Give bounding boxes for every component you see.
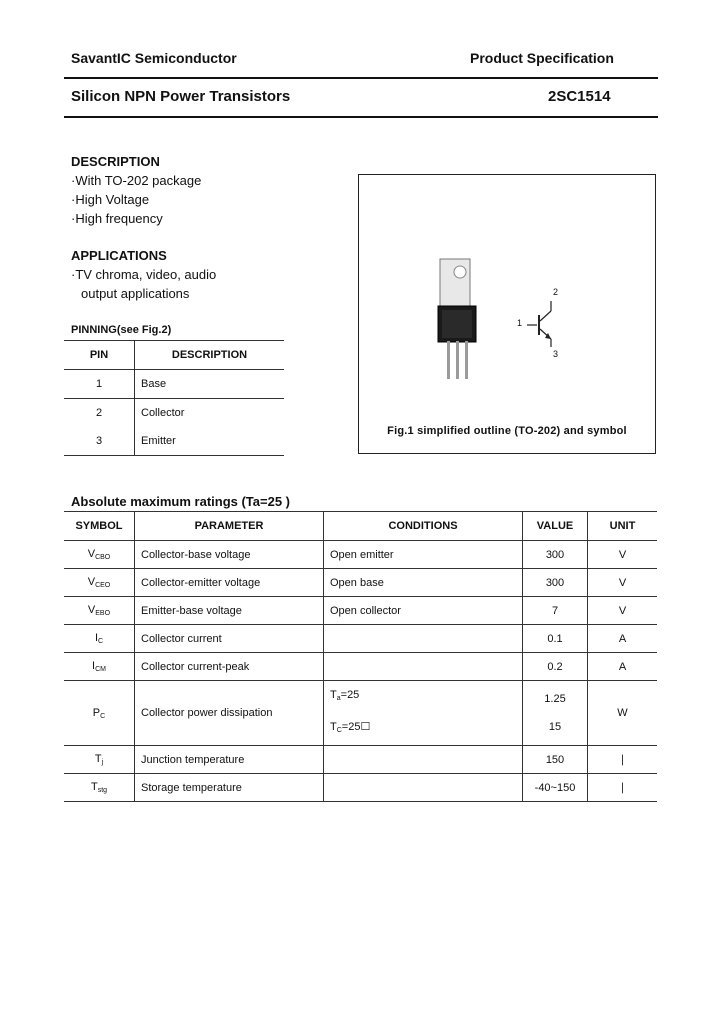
figure-caption: Fig.1 simplified outline (TO-202) and symbol (387, 425, 627, 437)
value-cell: 7 (523, 597, 588, 625)
table-row (64, 774, 657, 802)
condition-line: $T_C=25☐$ (330, 721, 371, 734)
table-row (64, 653, 657, 681)
table-row (64, 746, 657, 774)
conditions-cell (324, 625, 523, 653)
conditions-cell: Open emitter (324, 541, 523, 569)
parameter-cell: Collector current (135, 625, 324, 653)
symbol-cell: $V_{CBO}$ (64, 541, 135, 569)
unit-cell: V (588, 541, 658, 569)
value-cell: 0.1 (523, 625, 588, 653)
symbol-cell: $V_{EBO}$ (64, 597, 135, 625)
unit-cell: V (588, 569, 658, 597)
value-cell: 0.2 (523, 653, 588, 681)
company-name: SavantIC Semiconductor (71, 50, 237, 66)
parameter-cell: Collector power dissipation (135, 681, 324, 746)
unit-cell: A (588, 653, 658, 681)
pin-header: PIN (64, 341, 135, 370)
emitter-pin-label: 3 (553, 349, 559, 359)
pin-desc-header: DESCRIPTION (135, 341, 285, 370)
part-number: 2SC1514 (548, 88, 611, 105)
symbol-cell: $P_C$ (64, 681, 135, 746)
base-pin-label: 1 (517, 318, 523, 328)
pin-desc: Emitter (135, 427, 285, 456)
figure-box (358, 174, 656, 454)
description-item: ·With TO-202 package (71, 173, 202, 188)
table-row (64, 427, 284, 456)
conditions-cell (324, 653, 523, 681)
applications-line-2: output applications (81, 286, 190, 301)
symbol-header: SYMBOL (64, 512, 135, 541)
unit-cell: A (588, 625, 658, 653)
table-row (64, 625, 657, 653)
parameter-cell: Emitter-base voltage (135, 597, 324, 625)
description-item: ·High Voltage (71, 192, 150, 207)
table-row (64, 370, 284, 399)
unit-cell: W (588, 681, 658, 746)
description-item: ·High frequency (71, 211, 163, 226)
table-row (64, 399, 284, 428)
conditions-cell (324, 774, 523, 802)
header-rule-top (64, 77, 658, 79)
value-line: 1.25 (544, 693, 566, 705)
npn-transistor-symbol-icon (359, 175, 655, 415)
parameter-cell: Junction temperature (135, 746, 324, 774)
symbol-cell: $V_{CEO}$ (64, 569, 135, 597)
value-cell: 300 (523, 569, 588, 597)
collector-pin-label: 2 (553, 287, 559, 297)
pinning-title: PINNING(see Fig.2) (71, 324, 172, 336)
pin-number: 1 (64, 370, 135, 399)
conditions-cell (324, 746, 523, 774)
value-line: 15 (548, 721, 562, 733)
pin-number: 2 (64, 399, 135, 428)
symbol-cell: $I_C$ (64, 625, 135, 653)
unit-header: UNIT (588, 512, 658, 541)
applications-title: APPLICATIONS (71, 248, 167, 263)
conditions-cell: Open base (324, 569, 523, 597)
value-cell: 300 (523, 541, 588, 569)
ratings-table (64, 511, 657, 802)
value-header: VALUE (523, 512, 588, 541)
value-cell (523, 681, 588, 746)
doc-type: Product Specification (470, 50, 614, 66)
symbol-cell: $T_{stg}$ (64, 774, 135, 802)
symbol-cell: $I_{CM}$ (64, 653, 135, 681)
table-row (64, 569, 657, 597)
parameter-cell: Collector-base voltage (135, 541, 324, 569)
product-line: Silicon NPN Power Transistors (71, 88, 291, 105)
table-row (64, 681, 657, 746)
conditions-cell: Open collector (324, 597, 523, 625)
conditions-header: CONDITIONS (324, 512, 523, 541)
parameter-cell: Collector-emitter voltage (135, 569, 324, 597)
unit-cell: V (588, 597, 658, 625)
parameter-cell: Collector current-peak (135, 653, 324, 681)
parameter-cell: Storage temperature (135, 774, 324, 802)
value-cell: 150 (523, 746, 588, 774)
applications-line-1: ·TV chroma, video, audio (71, 267, 217, 282)
description-title: DESCRIPTION (71, 154, 160, 169)
value-cell: -40~150 (523, 774, 588, 802)
ratings-title: Absolute maximum ratings (Ta=25 ) (71, 494, 291, 509)
table-row (64, 541, 657, 569)
conditions-cell (324, 681, 523, 746)
unit-cell: ∣ (588, 774, 658, 802)
pin-number: 3 (64, 427, 135, 456)
unit-cell: ∣ (588, 746, 658, 774)
pinning-table (64, 340, 284, 456)
parameter-header: PARAMETER (135, 512, 324, 541)
condition-line: $T_a=25$ (330, 689, 360, 702)
pin-desc: Base (135, 370, 285, 399)
table-row (64, 597, 657, 625)
symbol-cell: $T_j$ (64, 746, 135, 774)
header-rule-bottom (64, 116, 658, 118)
pin-desc: Collector (135, 399, 285, 428)
